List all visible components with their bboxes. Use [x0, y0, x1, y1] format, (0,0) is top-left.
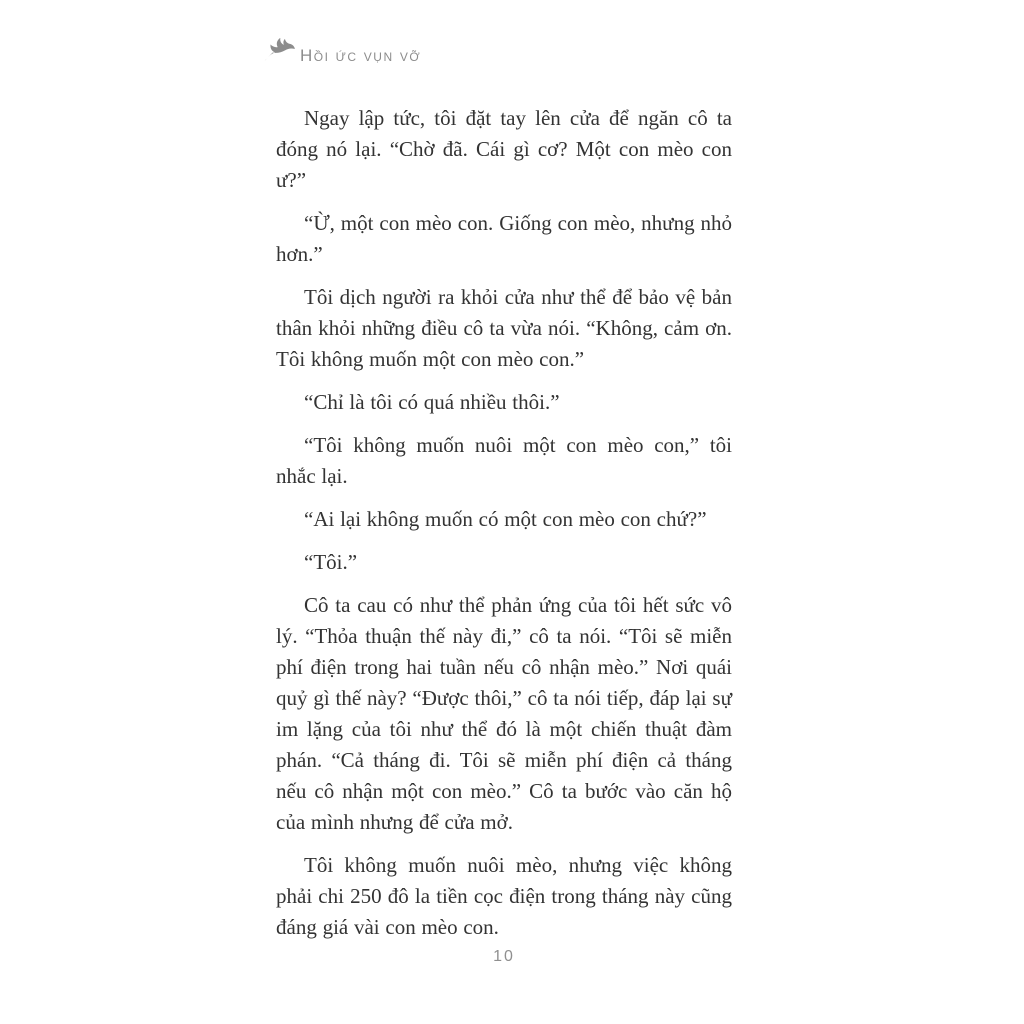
paragraph: “Tôi.”: [304, 550, 358, 574]
paragraph: Tôi dịch người ra khỏi cửa như thể để bảo vệ bản thân khỏi những điều cô ta vừa nói. “Không, cảm ơn. Tôi không muốn một con mèo con.”: [276, 285, 732, 371]
paragraph: Cô ta cau có như thể phản ứng của tôi hết sức vô lý. “Thỏa thuận thế này đi,” cô ta nói. “Tôi sẽ miễn phí điện trong hai tuần nếu cô nhận mèo.” Nơi quái quỷ gì thế này? “Được thôi,” cô ta nói tiếp, đáp lại sự im lặng của tôi như thể đó là một chiến thuật đàm phán. “Cả tháng đi. Tôi sẽ miễn phí điện cả tháng nếu cô nhận một con mèo.” Cô ta bước vào căn hộ của mình nhưng để cửa mở.: [276, 593, 732, 834]
paragraph: “Chỉ là tôi có quá nhiều thôi.”: [304, 390, 560, 414]
paragraph: “Ai lại không muốn có một con mèo con chứ?”: [304, 507, 707, 531]
running-header: [262, 36, 421, 66]
text-column: [276, 103, 732, 955]
paragraph: Tôi không muốn nuôi mèo, nhưng việc không phải chi 250 đô la tiền cọc điện trong tháng này cũng đáng giá vài con mèo con.: [276, 853, 732, 939]
page-number: 10: [493, 948, 515, 965]
paragraph: “Tôi không muốn nuôi một con mèo con,” tôi nhắc lại.: [276, 433, 732, 488]
paragraph: Ngay lập tức, tôi đặt tay lên cửa để ngăn cô ta đóng nó lại. “Chờ đã. Cái gì cơ? Một con mèo con ư?”: [276, 106, 732, 192]
running-title: Hồi ức vụn vỡ: [300, 46, 422, 65]
paragraph: “Ừ, một con mèo con. Giống con mèo, nhưng nhỏ hơn.”: [276, 211, 732, 266]
bird-icon: [262, 36, 296, 64]
